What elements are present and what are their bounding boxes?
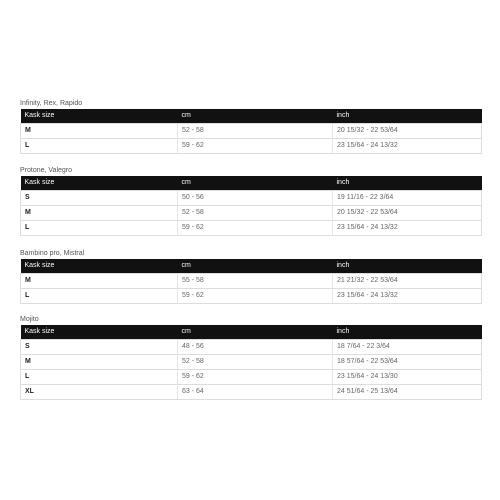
size-table	[20, 259, 482, 304]
cm-cell: 48 - 56	[178, 340, 333, 355]
cm-cell: 52 - 58	[178, 355, 333, 370]
size-cell: L	[21, 289, 178, 304]
cm-cell: 52 - 58	[178, 206, 333, 221]
table-row	[21, 274, 482, 289]
size-cell: L	[21, 139, 178, 154]
cm-cell: 55 - 58	[178, 274, 333, 289]
size-table	[20, 176, 482, 236]
inch-cell: 23 15/64 - 24 13/32	[333, 139, 482, 154]
cm-cell: 50 - 56	[178, 191, 333, 206]
table-row	[21, 340, 482, 355]
inch-cell: 23 15/64 - 24 13/32	[333, 289, 482, 304]
table-header-row	[21, 259, 482, 274]
header-cm: cm	[178, 176, 333, 191]
size-cell: M	[21, 274, 178, 289]
size-section-infinity-rex-rapido	[20, 98, 481, 154]
size-cell: S	[21, 191, 178, 206]
table-row	[21, 139, 482, 154]
section-title: Infinity, Rex, Rapido	[20, 100, 83, 107]
cm-cell: 59 - 62	[178, 139, 333, 154]
header-kask-size: Kask size	[21, 259, 178, 274]
size-cell: M	[21, 206, 178, 221]
cm-cell: 59 - 62	[178, 289, 333, 304]
header-inch: inch	[333, 176, 482, 191]
header-inch: inch	[333, 109, 482, 124]
header-kask-size: Kask size	[21, 109, 178, 124]
size-cell: M	[21, 124, 178, 139]
inch-cell: 20 15/32 - 22 53/64	[333, 206, 482, 221]
cm-cell: 63 - 64	[178, 385, 333, 400]
section-title: Bambino pro, Mistral	[20, 250, 85, 257]
table-row	[21, 206, 482, 221]
table-header-row	[21, 325, 482, 340]
header-kask-size: Kask size	[21, 325, 178, 340]
size-cell: L	[21, 221, 178, 236]
inch-cell: 18 7/64 - 22 3/64	[333, 340, 482, 355]
table-row	[21, 289, 482, 304]
section-title: Mojito	[20, 316, 39, 323]
header-inch: inch	[333, 325, 482, 340]
header-cm: cm	[178, 259, 333, 274]
inch-cell: 21 21/32 - 22 53/64	[333, 274, 482, 289]
size-cell: L	[21, 370, 178, 385]
table-row	[21, 191, 482, 206]
section-title: Protone, Valegro	[20, 167, 73, 174]
cm-cell: 59 - 62	[178, 370, 333, 385]
header-cm: cm	[178, 109, 333, 124]
table-row	[21, 370, 482, 385]
header-kask-size: Kask size	[21, 176, 178, 191]
size-section-mojito	[20, 314, 481, 400]
table-row	[21, 124, 482, 139]
table-row	[21, 355, 482, 370]
size-cell: S	[21, 340, 178, 355]
table-header-row	[21, 109, 482, 124]
inch-cell: 19 11/16 - 22 3/64	[333, 191, 482, 206]
table-row	[21, 385, 482, 400]
size-cell: XL	[21, 385, 178, 400]
table-header-row	[21, 176, 482, 191]
inch-cell: 18 57/64 - 22 53/64	[333, 355, 482, 370]
inch-cell: 24 51/64 - 25 13/64	[333, 385, 482, 400]
header-inch: inch	[333, 259, 482, 274]
size-table	[20, 109, 482, 154]
inch-cell: 23 15/64 - 24 13/32	[333, 221, 482, 236]
size-table	[20, 325, 482, 400]
size-section-bambino-pro-mistral	[20, 248, 481, 304]
size-section-protone-valegro	[20, 165, 481, 236]
inch-cell: 20 15/32 - 22 53/64	[333, 124, 482, 139]
cm-cell: 59 - 62	[178, 221, 333, 236]
size-cell: M	[21, 355, 178, 370]
header-cm: cm	[178, 325, 333, 340]
cm-cell: 52 - 58	[178, 124, 333, 139]
table-row	[21, 221, 482, 236]
inch-cell: 23 15/64 - 24 13/30	[333, 370, 482, 385]
